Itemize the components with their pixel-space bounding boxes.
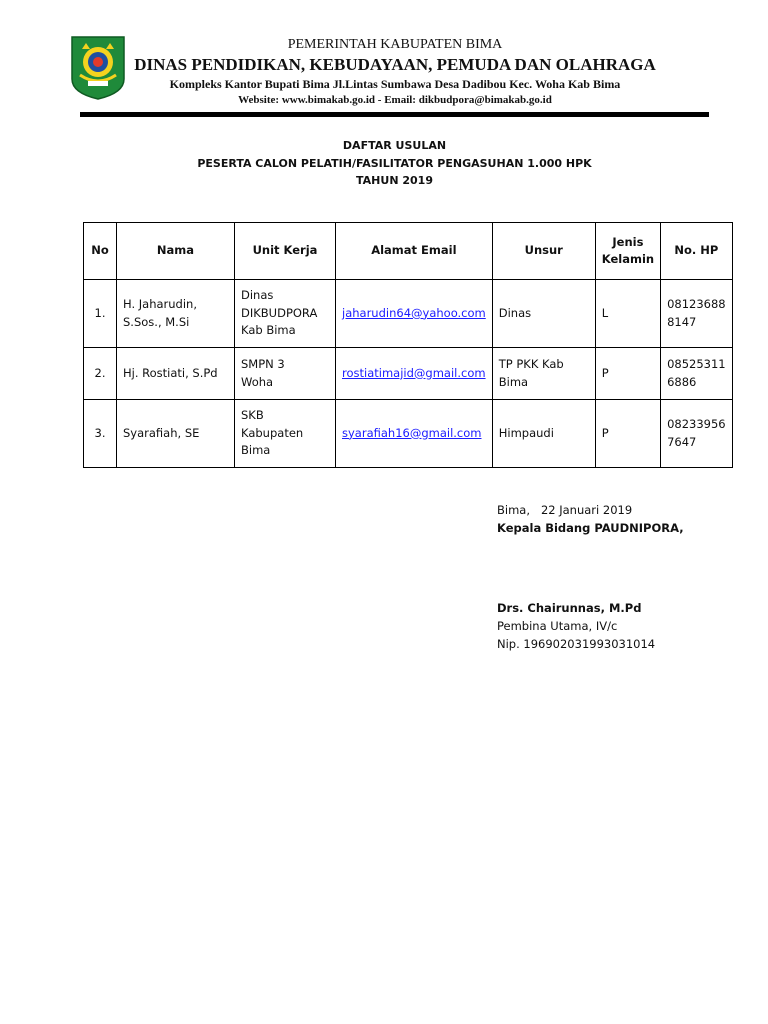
cell-unsur	[492, 348, 595, 400]
signer-position: Kepala Bidang PAUDNIPORA,	[497, 521, 684, 535]
unit-line: Kab Bima	[241, 323, 296, 338]
table-row	[84, 280, 733, 348]
kabupaten-bima-logo-icon	[70, 35, 126, 101]
cell-unit	[235, 348, 336, 400]
cell-hp	[661, 348, 733, 400]
letterhead-department: DINAS PENDIDIKAN, KEBUDAYAAN, PEMUDA DAN OLAHRAGA	[134, 55, 656, 74]
cell-jenis-kelamin: L	[595, 280, 660, 348]
unit-line: SKB	[241, 408, 264, 423]
unit-line: DIKBUDPORA	[241, 305, 318, 320]
title-line-1: DAFTAR USULAN	[342, 139, 447, 152]
signature-block	[497, 501, 684, 653]
email-link[interactable]: syarafiah16@gmail.com	[342, 425, 482, 440]
cell-jenis-kelamin: P	[595, 348, 660, 400]
header-email: Alamat Email	[336, 223, 493, 280]
title-line-2: PESERTA CALON PELATIH/FASILITATOR PENGASUHAN 1.000 HPK	[197, 156, 592, 170]
unit-line: Woha	[241, 374, 274, 389]
unsur-line: Himpaudi	[498, 425, 554, 440]
letterhead-divider	[80, 112, 709, 117]
table-row	[84, 400, 733, 468]
cell-email	[336, 280, 493, 348]
document-title	[80, 137, 709, 190]
cell-jenis-kelamin: P	[595, 400, 660, 468]
cell-hp	[661, 400, 733, 468]
unsur-line: Bima	[498, 374, 529, 389]
cell-no: 3.	[84, 400, 117, 468]
table-header-row	[84, 223, 733, 280]
signer-name: Drs. Chairunnas, M.Pd	[497, 601, 642, 615]
cell-unit	[235, 400, 336, 468]
nama-line: Hj. Rostiati, S.Pd	[123, 365, 218, 380]
email-link[interactable]: rostiatimajid@gmail.com	[342, 365, 486, 380]
unit-line: Dinas	[241, 288, 274, 303]
cell-nama	[117, 280, 235, 348]
cell-no: 1.	[84, 280, 117, 348]
cell-nama	[117, 400, 235, 468]
hp-line: 08123688	[667, 297, 726, 311]
nama-line: H. Jaharudin,	[123, 297, 197, 311]
cell-email	[336, 348, 493, 400]
email-link[interactable]: jaharudin64@yahoo.com	[342, 305, 486, 320]
unit-line: Bima	[241, 443, 271, 458]
cell-no: 2.	[84, 348, 117, 400]
signature-space	[497, 537, 684, 599]
title-line-3: TAHUN 2019	[356, 174, 433, 187]
letterhead	[130, 36, 660, 108]
unit-line: Kabupaten	[241, 425, 304, 440]
signer-rank: Pembina Utama, IV/c	[497, 619, 618, 633]
unsur-line: TP PKK Kab	[498, 357, 564, 371]
hp-line: 6886	[667, 374, 697, 389]
cell-hp	[661, 280, 733, 348]
nama-line: Syarafiah, SE	[123, 425, 200, 440]
header-kelamin: Kelamin	[601, 252, 655, 266]
header-jenis: Jenis	[612, 234, 644, 249]
hp-line: 08525311	[667, 357, 726, 371]
header-jenis-kelamin	[595, 223, 660, 280]
header-hp: No. HP	[661, 223, 733, 280]
header-unit-kerja: Unit Kerja	[235, 223, 336, 280]
header-no: No	[84, 223, 117, 280]
participant-table	[83, 222, 733, 468]
header-nama: Nama	[117, 223, 235, 280]
hp-line: 8147	[667, 314, 697, 329]
cell-email	[336, 400, 493, 468]
cell-unsur	[492, 400, 595, 468]
cell-unit	[235, 280, 336, 348]
signer-nip: Nip. 196902031993031014	[497, 637, 656, 651]
header-unsur: Unsur	[492, 223, 595, 280]
hp-line: 7647	[667, 434, 697, 449]
cell-nama	[117, 348, 235, 400]
place-date: Bima, 22 Januari 2019	[497, 503, 633, 517]
unit-line: SMPN 3	[241, 357, 285, 371]
unsur-line: Dinas	[498, 305, 532, 320]
cell-unsur	[492, 280, 595, 348]
letterhead-address: Kompleks Kantor Bupati Bima Jl.Lintas Sumbawa Desa Dadibou Kec. Woha Kab Bima	[169, 77, 621, 91]
letterhead-contact: Website: www.bimakab.go.id - Email: dikbudpora@bimakab.go.id	[238, 94, 552, 106]
letterhead-government: PEMERINTAH KABUPATEN BIMA	[287, 37, 503, 52]
nama-line: S.Sos., M.Si	[123, 314, 190, 329]
hp-line: 08233956	[667, 417, 726, 431]
table-row	[84, 348, 733, 400]
